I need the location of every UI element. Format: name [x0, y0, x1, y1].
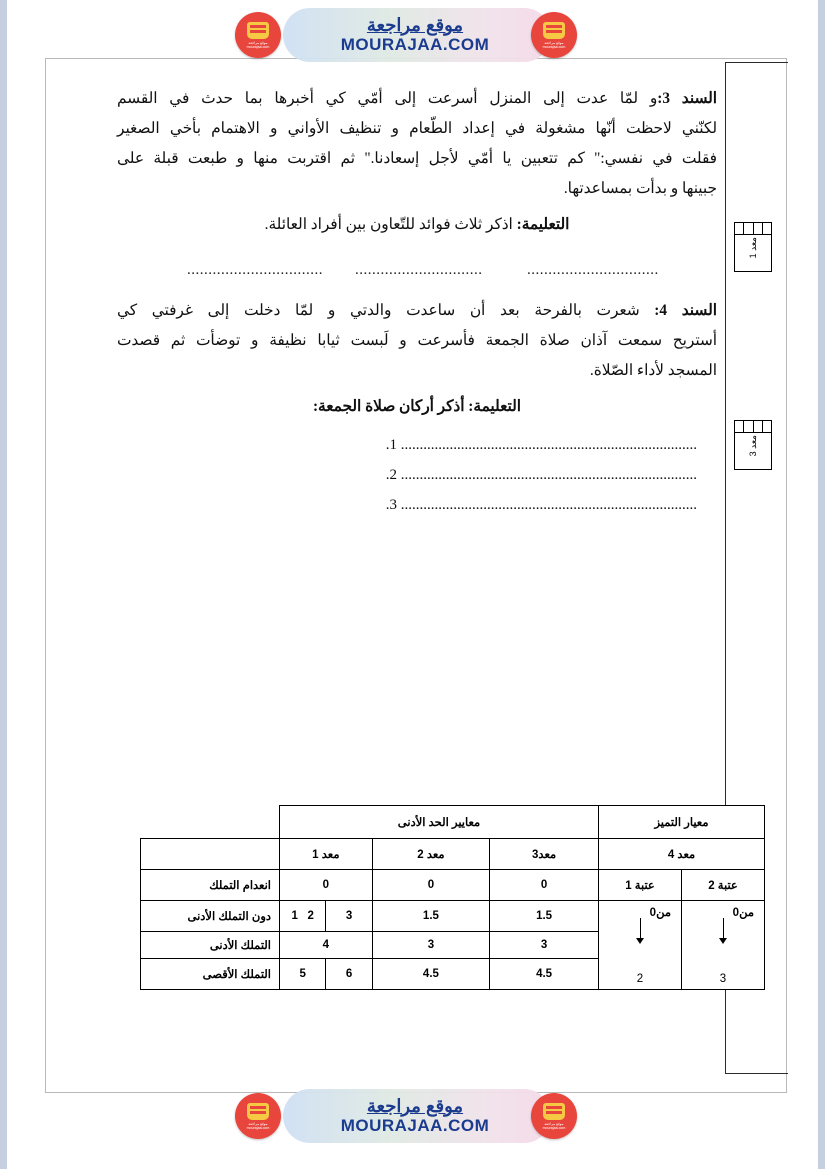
row4-maad2: 4.5: [372, 959, 489, 990]
sanad4-line-3: المسجد لأداء الصّلاة.: [589, 362, 717, 379]
sanad3-label: السند 3:: [657, 90, 717, 107]
row1-maad2: 0: [372, 870, 489, 901]
grading-table: [140, 805, 765, 990]
table-row: [141, 870, 765, 901]
watermark-top: [235, 4, 595, 66]
mourajaa-logo-icon: [531, 1093, 577, 1139]
watermark-bottom: [235, 1085, 595, 1147]
sanad3-answer-dots-2[interactable]: ..............................: [355, 262, 483, 278]
sanad3-line-3: فقلت في نفسي:" كم تتعبين يا أمّي لأجل إسعادنا." ثم اقتربت منها و طبعت قبلة على: [117, 150, 717, 167]
header-excellence: معيار التميز: [599, 806, 765, 839]
sanad3-instruction: [117, 210, 717, 241]
row2-excellence-1: [599, 901, 682, 990]
mourajaa-logo-icon: [235, 1093, 281, 1139]
arrow-group: [686, 904, 760, 986]
row2-maad2: 1.5: [372, 901, 489, 932]
sanad3-answer-dots-1[interactable]: ...............................: [527, 262, 659, 278]
sanad4-answer-2[interactable]: [222, 467, 697, 484]
watermark-line1: موقع مراجعة: [366, 1095, 464, 1116]
sanad4-answer-1[interactable]: [222, 437, 697, 454]
logo-mini-text: موقع مراجعة mourajaa.com: [542, 40, 566, 49]
sanad4-instruction-label: التعليمة:: [468, 398, 522, 415]
header-maad3: معد3: [490, 839, 599, 870]
sanad3-line-4: جبينها و بدأت بمساعدتها.: [563, 180, 717, 197]
watermark-line2: MOURAJAA.COM: [340, 1115, 490, 1135]
sanad3-text-1: و لمّا عدت إلى المنزل أسرعت إلى أمّي كي أخبرها بما حدث في القسم: [117, 90, 658, 107]
sanad4-answer-3[interactable]: [222, 497, 697, 514]
row1-criterion: انعدام التملك: [141, 870, 280, 901]
watermark-text: [341, 1097, 490, 1135]
table-row: [141, 901, 765, 932]
arrow-shaft-icon: [640, 918, 641, 940]
sanad4-instruction-text: أذكر أركان صلاة الجمعة:: [312, 398, 465, 415]
header-maad2: معد 2: [372, 839, 489, 870]
criterion-label: معد 1: [748, 237, 758, 259]
row3-maad1: 4: [280, 932, 373, 959]
logo-mini-text: موقع مراجعة mourajaa.com: [246, 1121, 270, 1130]
watermark-text: [341, 16, 490, 54]
header-criterion-blank: [141, 839, 280, 870]
row4-excellence-1: 2: [636, 973, 644, 985]
logo-mini-text: موقع مراجعة mourajaa.com: [542, 1121, 566, 1130]
sanad4-text-1: شعرت بالفرحة بعد أن ساعدت والدتي و لمّا دخلت إلى غرفتي كي: [117, 302, 640, 319]
logo-glyph-icon: [247, 1103, 269, 1120]
row4-criterion: التملك الأقصى: [141, 959, 280, 990]
row1-maad1: 0: [280, 870, 373, 901]
criterion-label: معد 3: [748, 435, 758, 457]
row4-maad3: 4.5: [490, 959, 599, 990]
sanad4-line-1: [117, 296, 717, 327]
row2-excellence-1-top: من0: [649, 907, 671, 919]
logo-glyph-icon: [543, 1103, 565, 1120]
row1-excellence-1: عتبة 1: [599, 870, 682, 901]
row3-maad3: 3: [490, 932, 599, 959]
row3-criterion: التملك الأدنى: [141, 932, 280, 959]
mourajaa-logo-icon: [235, 12, 281, 58]
table-header-row-2: [141, 839, 765, 870]
header-spacer: [141, 806, 280, 839]
row4-excellence-2: 3: [719, 973, 727, 985]
sanad3-line-2: لكنّني لاحظت أنّها مشغولة في إعداد الطّعام و تنظيف الأواني و الاهتمام بأخي الصغير: [117, 120, 717, 137]
row2-excellence-2: [682, 901, 765, 990]
row2-maad1-b-val: 2: [307, 910, 314, 922]
arrow-shaft-icon: [723, 918, 724, 940]
sanad3-line-1: [117, 84, 717, 115]
arrow-head-icon: [636, 938, 644, 944]
row4-maad1-a: 6: [326, 959, 372, 990]
row4-maad1-b: 5: [280, 959, 326, 990]
logo-glyph-icon: [247, 22, 269, 39]
sanad3-answer-dots-3[interactable]: ................................: [187, 262, 323, 278]
row2-maad3: 1.5: [490, 901, 599, 932]
row2-excellence-2-top: من0: [732, 907, 754, 919]
answer-dots: ...............................................................................: [400, 467, 697, 483]
arrow-group: [603, 904, 677, 986]
arrow-head-icon: [719, 938, 727, 944]
sanad4-label: السند 4:: [654, 302, 717, 319]
watermark-line2: MOURAJAA.COM: [340, 34, 490, 54]
row2-maad1-b: [280, 901, 326, 932]
answer-number: 2.: [385, 467, 397, 483]
logo-glyph-icon: [543, 22, 565, 39]
row2-maad1-a: 3: [326, 901, 372, 932]
header-minimum: معايير الحد الأدنى: [280, 806, 599, 839]
row2-maad1-c-val: 1: [291, 910, 298, 922]
watermark-line1: موقع مراجعة: [366, 14, 464, 35]
logo-mini-text: موقع مراجعة mourajaa.com: [246, 40, 270, 49]
answer-dots: ...............................................................................: [400, 437, 697, 453]
table-header-row-1: [141, 806, 765, 839]
sanad3-instruction-text: اذكر ثلاث فوائد للتّعاون بين أفراد العائلة.: [264, 216, 513, 233]
sanad4-instruction: [117, 392, 717, 423]
row1-maad3: 0: [490, 870, 599, 901]
answer-dots: ...............................................................................: [400, 497, 697, 513]
row2-criterion: دون التملك الأدنى: [141, 901, 280, 932]
mourajaa-logo-icon: [531, 12, 577, 58]
header-maad1: معد 1: [280, 839, 373, 870]
answer-number: 1.: [385, 437, 397, 453]
sanad4-line-2: أستريح سمعت آذان صلاة الجمعة فأسرعت و لَبست ثيابا نظيفة و توضأت ثم قصدت: [117, 332, 717, 349]
row1-excellence-2: عتبة 2: [682, 870, 765, 901]
sanad3-instruction-label: التعليمة:: [516, 216, 570, 233]
answer-number: 3.: [385, 497, 397, 513]
header-maad4: معد 4: [599, 839, 765, 870]
row3-maad2: 3: [372, 932, 489, 959]
